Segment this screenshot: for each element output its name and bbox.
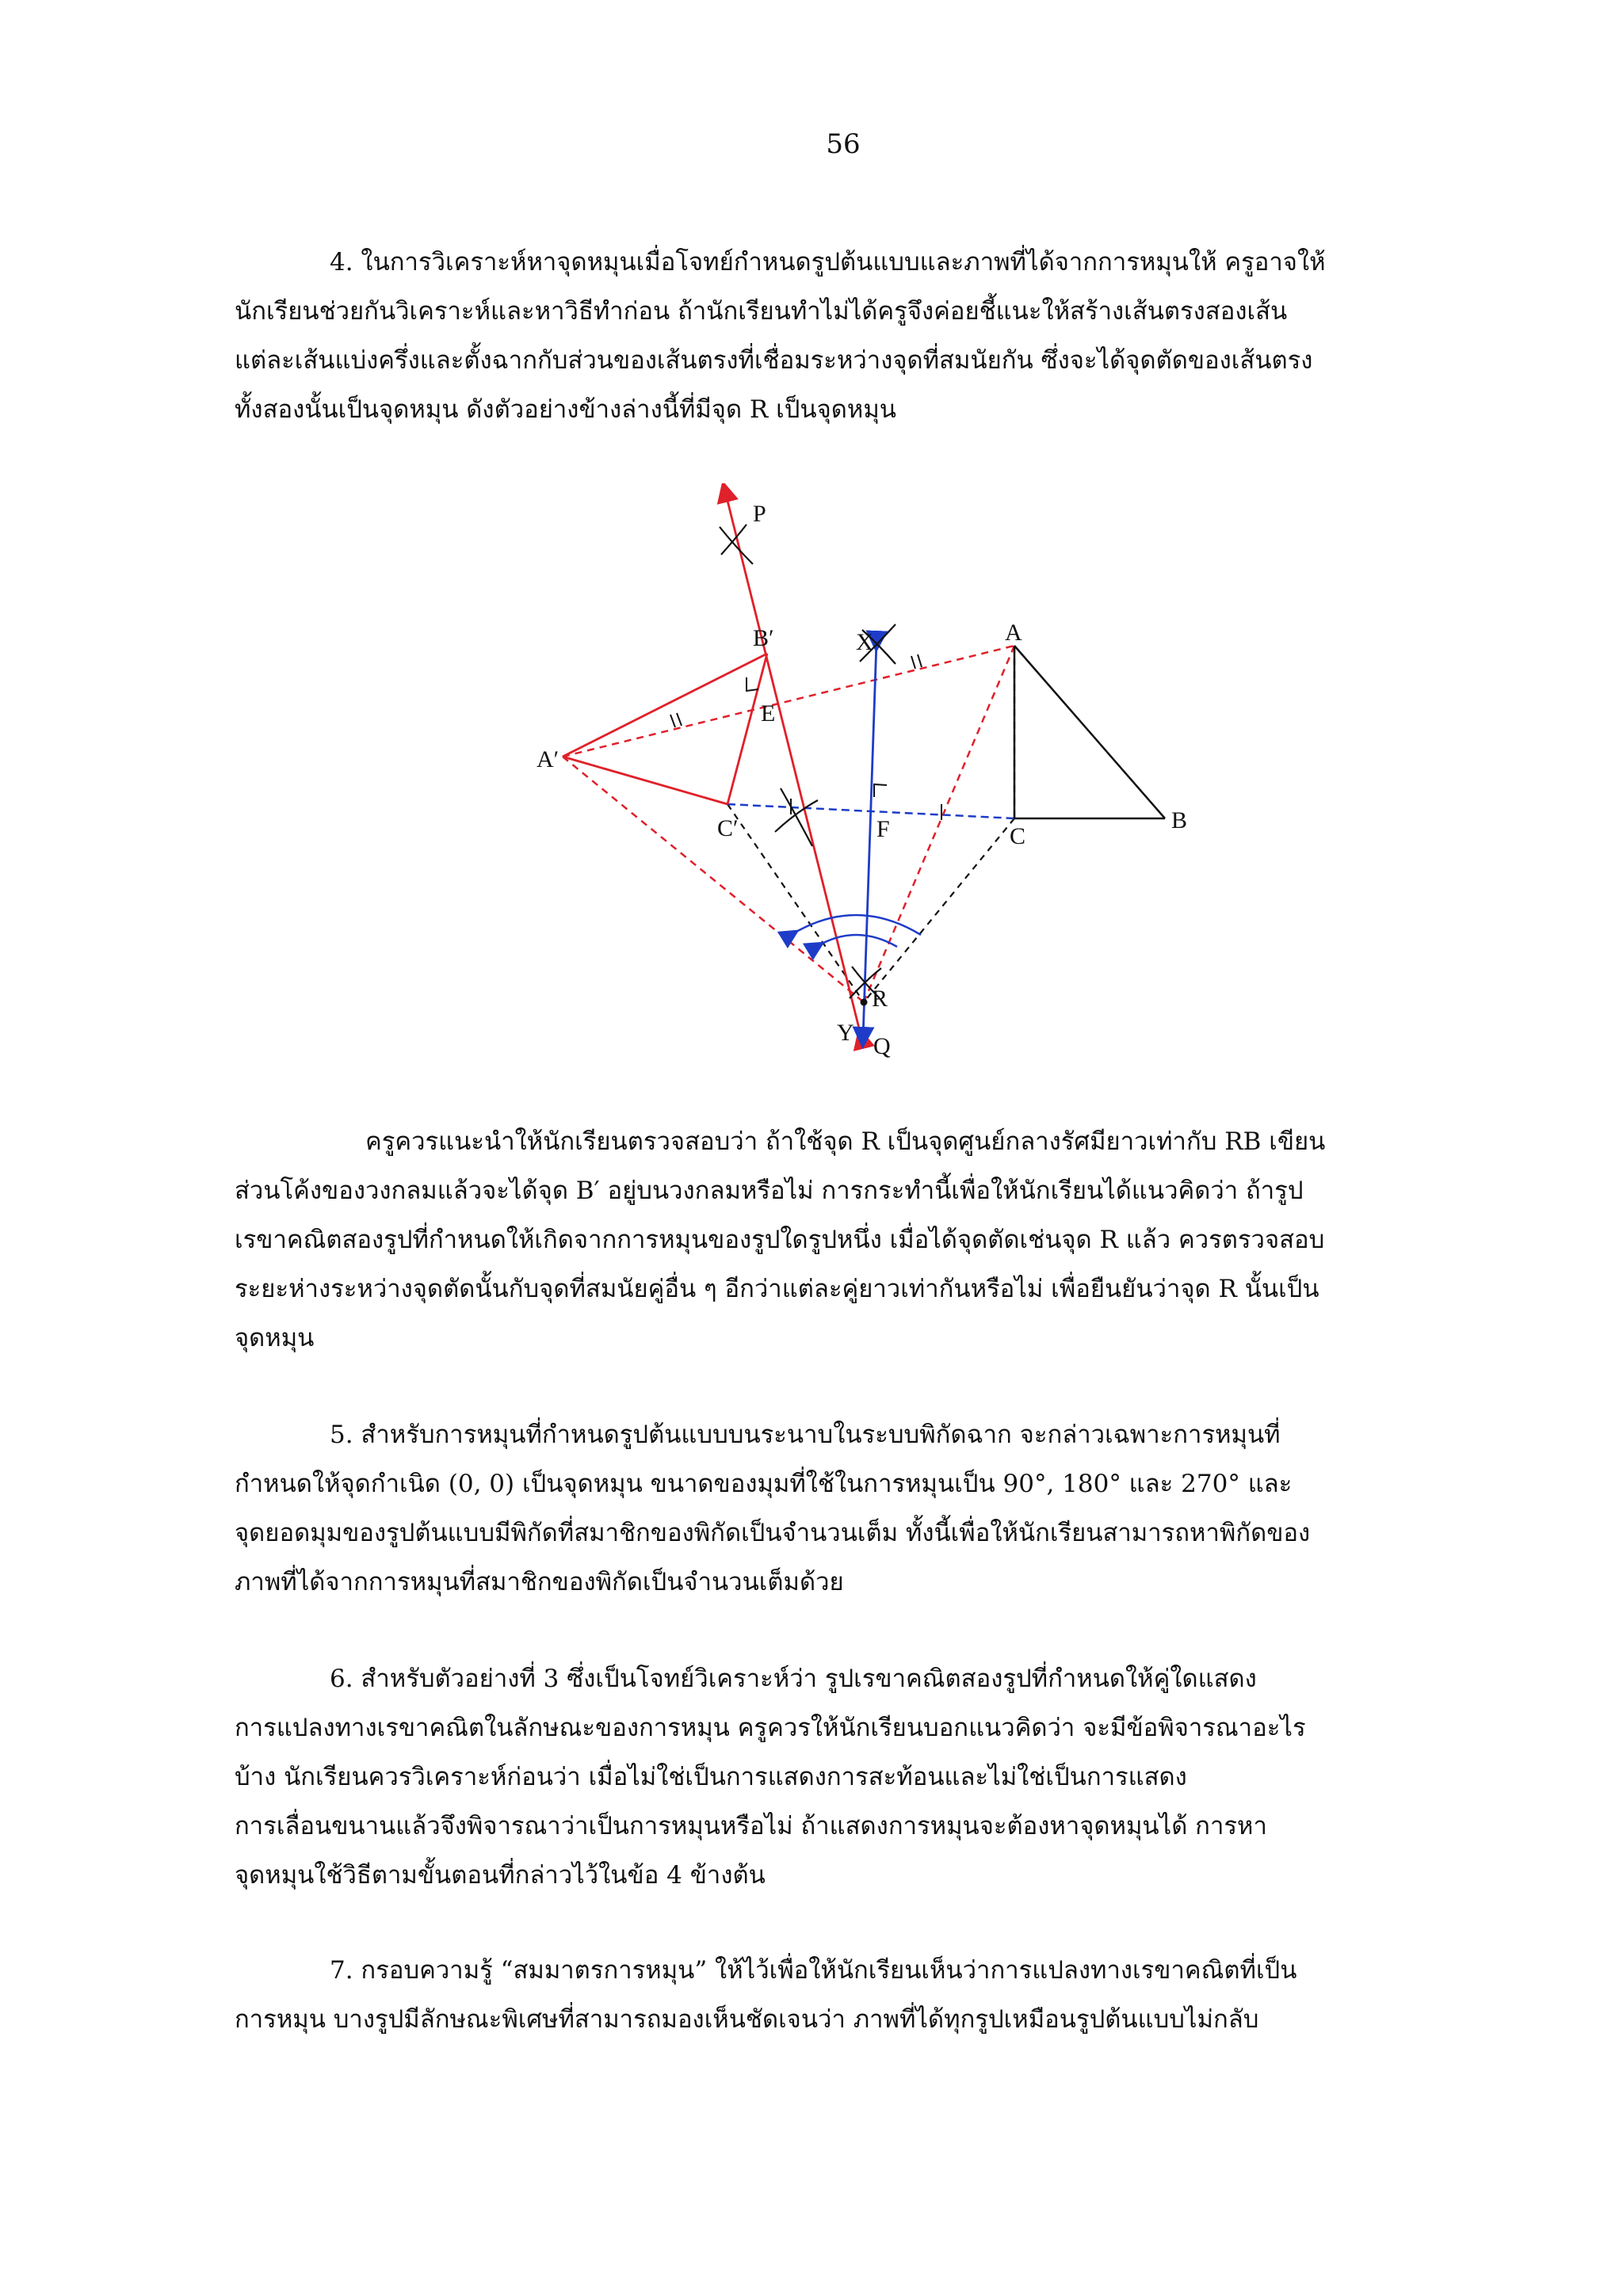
rotation-arc-outer [791, 915, 921, 935]
tick-mark [911, 656, 915, 669]
side-a-prime-c-prime [563, 757, 727, 804]
equal-length-ticks [670, 654, 941, 820]
paragraph-line: 5. สำหรับการหมุนที่กำหนดรูปต้นแบบบนระนาบในระบบพิกัดฉาก จะกล่าวเฉพาะการหมุนที่ [330, 1421, 1281, 1449]
label-r: R [872, 986, 888, 1012]
paragraph-line: ภาพที่ได้จากการหมุนที่สมาชิกของพิกัดเป็นจำนวนเต็มด้วย [235, 1568, 844, 1596]
tick-mark [677, 713, 682, 726]
paragraph-line: เรขาคณิตสองรูปที่กำหนดให้เกิดจากการหมุนของรูปใดรูปหนึ่ง เมื่อได้จุดตัดเช่นจุด R แล้ว ควรตรวจสอบ [235, 1226, 1325, 1254]
label-q: Q [873, 1033, 891, 1059]
right-angle-markers [747, 677, 887, 797]
label-e: E [761, 700, 776, 727]
label-c-prime: C′ [717, 815, 739, 841]
paragraph-item-4-continued [235, 1117, 1325, 1363]
corresponding-point-connectors [563, 646, 1014, 1002]
paragraph-line: นักเรียนช่วยกันวิเคราะห์และหาวิธีทำก่อน ถ้านักเรียนทำไม่ได้ครูจึงค่อยชี้แนะให้สร้างเส้นตรงสองเส้น [235, 297, 1288, 326]
paragraph-line: จุดหมุนใช้วิธีตามขั้นตอนที่กล่าวไว้ในข้อ 4 ข้างต้น [235, 1861, 766, 1890]
paragraph-line: 6. สำหรับตัวอย่างที่ 3 ซึ่งเป็นโจทย์วิเคราะห์ว่า รูปเรขาคณิตสองรูปที่กำหนดให้คู่ใดแสดง [330, 1665, 1257, 1693]
tick-mark [670, 715, 675, 727]
label-b: B [1171, 807, 1188, 833]
paragraph-line: จุดยอดมุมของรูปต้นแบบมีพิกัดที่สมาชิกของพิกัดเป็นจำนวนเต็ม ทั้งนี้เพื่อให้นักเรียนสามารถหาพิกัดของ [235, 1519, 1311, 1547]
label-f: F [876, 816, 890, 842]
page-number: 56 [826, 128, 861, 160]
radius-c-prime-r [727, 804, 864, 1002]
original-triangle-abc [1014, 646, 1165, 818]
side-a-b [1014, 646, 1165, 818]
rotation-arc-inner [816, 935, 897, 947]
connector-a-prime-r [563, 757, 864, 1002]
paragraph-item-7 [235, 1946, 1296, 2044]
paragraph-line: บ้าง นักเรียนควรวิเคราะห์ก่อนว่า เมื่อไม่ใช่เป็นการแสดงการสะท้อนและไม่ใช่เป็นการแสดง [235, 1763, 1187, 1791]
paragraph-line: ทั้งสองนั้นเป็นจุดหมุน ดังตัวอย่างข้างล่างนี้ที่มีจุด R เป็นจุดหมุน [235, 395, 896, 424]
side-a-prime-b-prime [563, 654, 767, 757]
label-a: A [1005, 620, 1022, 646]
paragraph-line: การหมุน บางรูปมีลักษณะพิเศษที่สามารถมองเห็นชัดเจนว่า ภาพที่ได้ทุกรูปเหมือนรูปต้นแบบไม่กลับ [235, 2005, 1259, 2034]
paragraph-line: 7. กรอบความรู้ “สมมาตรการหมุน” ให้ไว้เพื่อให้นักเรียนเห็นว่าการแปลงทางเรขาคณิตที่เป็น [330, 1956, 1297, 1985]
side-b-prime-c-prime [727, 654, 767, 804]
paragraph-line: ครูควรแนะนำให้นักเรียนตรวจสอบว่า ถ้าใช้จุด R เป็นจุดศูนย์กลางรัศมียาวเท่ากับ RB เขียน [365, 1127, 1326, 1156]
paragraph-line: การแปลงทางเรขาคณิตในลักษณะของการหมุน ครูควรให้นักเรียนบอกแนวคิดว่า จะมีข้อพิจารณาอะไร [235, 1714, 1306, 1742]
right-angle-f [874, 784, 887, 797]
paragraph-item-4 [235, 238, 1326, 434]
compass-arc-marks [720, 524, 896, 998]
paragraph-item-5 [235, 1410, 1310, 1607]
paragraph-line: การเลื่อนขนานแล้วจึงพิจารณาว่าเป็นการหมุนหรือไม่ ถ้าแสดงการหมุนจะต้องหาจุดหมุนได้ การหา [235, 1812, 1267, 1840]
paragraph-line: กำหนดให้จุดกำเนิด (0, 0) เป็นจุดหมุน ขนาดของมุมที่ใช้ในการหมุนเป็น 90°, 180° และ 270° และ [235, 1470, 1293, 1498]
label-b-prime: B′ [753, 625, 774, 651]
paragraph-line: ระยะห่างระหว่างจุดตัดนั้นกับจุดที่สมนัยคู่อื่น ๆ อีกว่าแต่ละคู่ยาวเท่ากันหรือไม่ เพื่อยืนยันว่าจุด R นั้นเป็น [235, 1275, 1319, 1303]
connector-a-a-prime [563, 646, 1014, 757]
label-c: C [1010, 823, 1026, 849]
rotation-angle-arcs [791, 915, 921, 947]
rotation-figure [523, 483, 1220, 1085]
perpendicular-bisector-pq [725, 491, 861, 1038]
label-x: X [856, 629, 873, 655]
paragraph-line: แต่ละเส้นแบ่งครึ่งและตั้งฉากกับส่วนของเส้นตรงที่เชื่อมระหว่างจุดที่สมนัยกัน ซึ่งจะได้จุดตัดของเส้นตรง [235, 346, 1313, 375]
paragraph-item-6 [235, 1654, 1306, 1900]
rotation-center-point [861, 999, 868, 1006]
radius-c-r [864, 818, 1014, 1002]
label-y: Y [837, 1020, 854, 1046]
paragraph-line: 4. ในการวิเคราะห์หาจุดหมุนเมื่อโจทย์กำหนดรูปต้นแบบและภาพที่ได้จากการหมุนให้ ครูอาจให้ [330, 248, 1326, 277]
paragraph-line: ส่วนโค้งของวงกลมแล้วจะได้จุด B′ อยู่บนวงกลมหรือไม่ การกระทำนี้เพื่อให้นักเรียนได้แนวคิดว่า ถ้ารูป [235, 1177, 1304, 1205]
tick-mark [918, 654, 922, 667]
label-a-prime: A′ [537, 746, 559, 772]
right-angle-e [747, 677, 758, 691]
paragraph-line: จุดหมุน [235, 1324, 315, 1352]
label-p: P [753, 501, 766, 527]
